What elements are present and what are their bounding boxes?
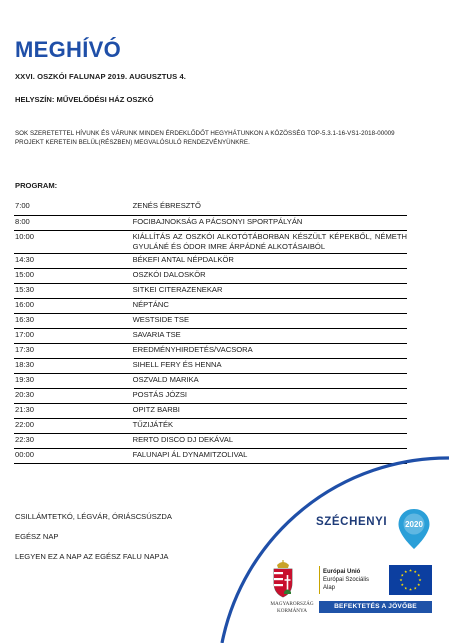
eu-divider [319, 566, 320, 594]
program-heading: PROGRAM: [15, 181, 58, 190]
program-activity: FOCIBAJNOKSÁG A PÁCSONYI SPORTPÁLYÁN [133, 215, 407, 230]
program-activity: ZENÉS ÉBRESZTŐ [133, 200, 407, 215]
program-activity: BÉKEFI ANTAL NÉPDALKÖR [133, 253, 407, 268]
program-time: 17:00 [14, 328, 133, 343]
eu-line-2: Európai Szociális [323, 577, 370, 583]
program-time: 15:30 [14, 283, 133, 298]
program-time: 22:30 [14, 433, 133, 448]
program-activity: OPITZ BARBI [133, 403, 407, 418]
program-time: 16:30 [14, 313, 133, 328]
eu-line-1: Európai Unió [323, 569, 361, 575]
program-time: 8:00 [14, 215, 133, 230]
hungarian-crest-icon [271, 559, 295, 599]
szechenyi-wordmark: SZÉCHENYI [316, 516, 388, 528]
program-activity: SIHELL FERY ÉS HENNA [133, 358, 407, 373]
program-time: 18:30 [14, 358, 133, 373]
program-activity: EREDMÉNYHIRDETÉS/VACSORA [133, 343, 407, 358]
program-activity: RERTO DISCO DJ DEKÁVAL [133, 433, 407, 448]
event-location: HELYSZÍN: MŰVELŐDÉSI HÁZ OSZKÓ [15, 95, 154, 104]
intro-text: SOK SZERETETTEL HÍVUNK ÉS VÁRUNK MINDEN ÉRDEKLŐDŐT HEGYHÁTUNKON A KÖZÖSSÉG TOP-5.3.1-16-VS1-2018-00009 PROJEKT KERETEIN BELÜL(RÉSZBEN) MEGVALÓSULÓ RENDEZVÉNYÜNKRE. [15, 130, 395, 146]
government-label [256, 601, 328, 614]
szechenyi-pin-icon [397, 508, 431, 550]
slogan-banner: BEFEKTETÉS A JÖVŐBE [319, 601, 432, 613]
program-activity: OSZKÓI DALOSKÖR [133, 268, 407, 283]
program-time: 20:30 [14, 388, 133, 403]
program-time: 10:00 [14, 230, 133, 253]
eu-flag-icon [389, 565, 432, 595]
eu-fund-label [323, 568, 369, 592]
program-activity: SITKEI CITERAZENEKAR [133, 283, 407, 298]
program-time: 16:00 [14, 298, 133, 313]
gov-line-1: MAGYARORSZÁG [270, 601, 314, 607]
extras-item: CSILLÁMTETKÓ, LÉGVÁR, ÓRIÁSCSÚSZDA [15, 512, 172, 521]
program-activity: WESTSIDE TSE [133, 313, 407, 328]
program-activity: OSZVALD MARIKA [133, 373, 407, 388]
program-time: 15:00 [14, 268, 133, 283]
program-activity: NÉPTÁNC [133, 298, 407, 313]
pin-year: 2020 [405, 520, 423, 529]
eu-line-3: Alap [323, 585, 336, 591]
program-time: 17:30 [14, 343, 133, 358]
program-activity: POSTÁS JÓZSI [133, 388, 407, 403]
program-activity: TŰZIJÁTÉK [133, 418, 407, 433]
program-time: 19:30 [14, 373, 133, 388]
extras-item: LEGYEN EZ A NAP AZ EGÉSZ FALU NAPJA [15, 552, 169, 561]
event-subtitle: XXVI. OSZKÓI FALUNAP 2019. AUGUSZTUS 4. [15, 72, 186, 81]
extras-item: EGÉSZ NAP [15, 532, 59, 541]
program-time: 7:00 [14, 200, 133, 215]
program-time: 22:00 [14, 418, 133, 433]
program-activity: FALUNAPI ÁL DYNAMITZOLIVAL [133, 448, 407, 463]
program-activity: KIÁLLÍTÁS AZ OSZKÓI ALKOTÓTÁBORBAN KÉSZÜLT KÉPEKBŐL, NÉMETH GYULÁNÉ ÉS ÓDOR IMRE ÁRPÁDNÉ ALKOTÁSAIBÓL [132, 231, 407, 251]
document-title: MEGHÍVÓ [15, 37, 121, 62]
program-time: 00:00 [14, 448, 133, 463]
gov-line-2: KORMÁNYA [277, 607, 307, 614]
program-time: 21:30 [14, 403, 133, 418]
program-time: 14:30 [14, 253, 133, 268]
program-activity: SAVARIA TSE [133, 328, 407, 343]
